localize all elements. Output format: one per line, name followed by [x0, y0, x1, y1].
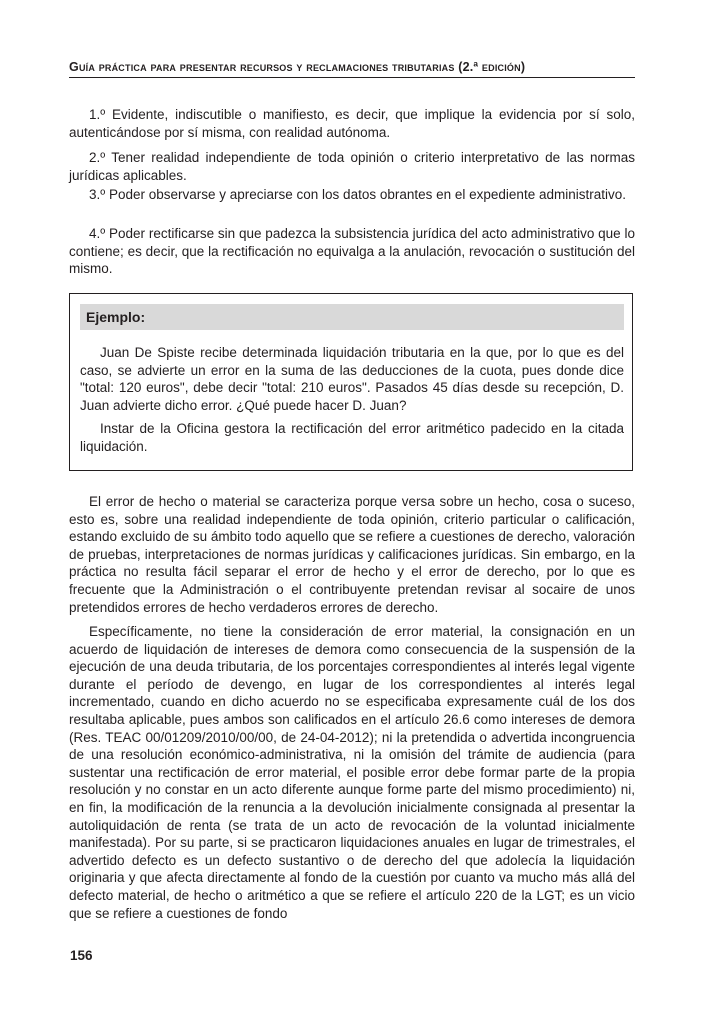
requirement-1: 1.º Evidente, indiscutible o manifiesto, es decir, que implique la evidencia por sí solo, autenticándose por sí misma, con realidad autónoma. [69, 107, 635, 140]
example-box [69, 293, 633, 471]
body-paragraph-1: El error de hecho o material se caracteriza porque versa sobre un hecho, cosa o suceso, esto es, sobre una realidad independiente de toda opinión, criterio particular o calificación, estando excluido de su ámbito todo aquello que se refiere a cuestiones de derecho, valoración de pruebas, interpretaciones de normas jurídicas y calificaciones jurídicas. Sin embargo, en la práctica no resulta fácil separar el error de hecho y el error de derecho, por lo que es frecuente que la Administración o el contribuyente pretendan revisar al socaire de unos pretendidos errores de hecho verdaderos errores de derecho. [69, 494, 635, 615]
example-question: Juan De Spiste recibe determinada liquidación tributaria en la que, por lo que es del caso, se advierte un error en la suma de las deducciones de la cuota, pues donde dice "total: 120 euros", debe decir "total: 210 euros". Pasados 45 días desde su recepción, D. Juan advierte dicho error. ¿Qué puede hacer D. Juan? [80, 345, 624, 413]
page-number: 156 [70, 948, 93, 963]
example-answer: Instar de la Oficina gestora la rectificación del error aritmético padecido en la citada liquidación. [80, 421, 624, 454]
requirement-3: 3.º Poder observarse y apreciarse con los datos obrantes en el expediente administrativo. [89, 187, 626, 202]
running-header-text: uía práctica para presentar recursos y reclamaciones tributarias (2.ª edición) [78, 60, 526, 74]
header-rule [69, 77, 635, 78]
requirement-2: 2.º Tener realidad independiente de toda opinión o criterio interpretativo de las normas jurídicas aplicables. [69, 150, 635, 183]
running-header-initial: G [69, 60, 79, 74]
running-header [69, 60, 635, 74]
example-title: Ejemplo: [80, 304, 624, 330]
requirement-4: 4.º Poder rectificarse sin que padezca la subsistencia jurídica del acto administrativo que lo contiene; es decir, que la rectificación no equivalga a la anulación, revocación o sustitución del mismo. [69, 226, 635, 277]
body-paragraph-2: Específicamente, no tiene la consideración de error material, la consignación en un acuerdo de liquidación de intereses de demora como consecuencia de la suspensión de la ejecución de una deuda tributaria, de los porcentajes correspondientes al interés legal vigente durante el período de devengo, en lugar de los correspondientes al interés legal incrementado, cuando en dicho acuerdo no se especificaba expresamente cuál de los dos resultaba aplicable, pues ambos son calificados en el artículo 26.6 como intereses de demora (Res. TEAC 00/01209/2010/00/00, de 24-04-2012); ni la pretendida o advertida incongruencia de una resolución económico-administrativa, ni la omisión del trámite de audiencia (para sustentar una rectificación de error material, el posible error debe formar parte de la propia resolución y no constar en un acto diferente aunque forme parte del mismo procedimiento) ni, en fin, la modificación de la renuncia a la devolución inicialmente consignada al presentar la autoliquidación de renta (se trata de un acto de revocación de la voluntad inicialmente manifestada). Por su parte, si se practicaron liquidaciones anuales en lugar de trimestrales, el advertido defecto es un defecto sustantivo o de derecho del que adolecía la liquidación originaria y que afecta directamente al fondo de la cuestión por cuanto va mucho más allá del defecto material, de hecho o aritmético a que se refiere el artículo 220 de la LGT; es un vicio que se refiere a cuestiones de fondo [69, 624, 635, 921]
